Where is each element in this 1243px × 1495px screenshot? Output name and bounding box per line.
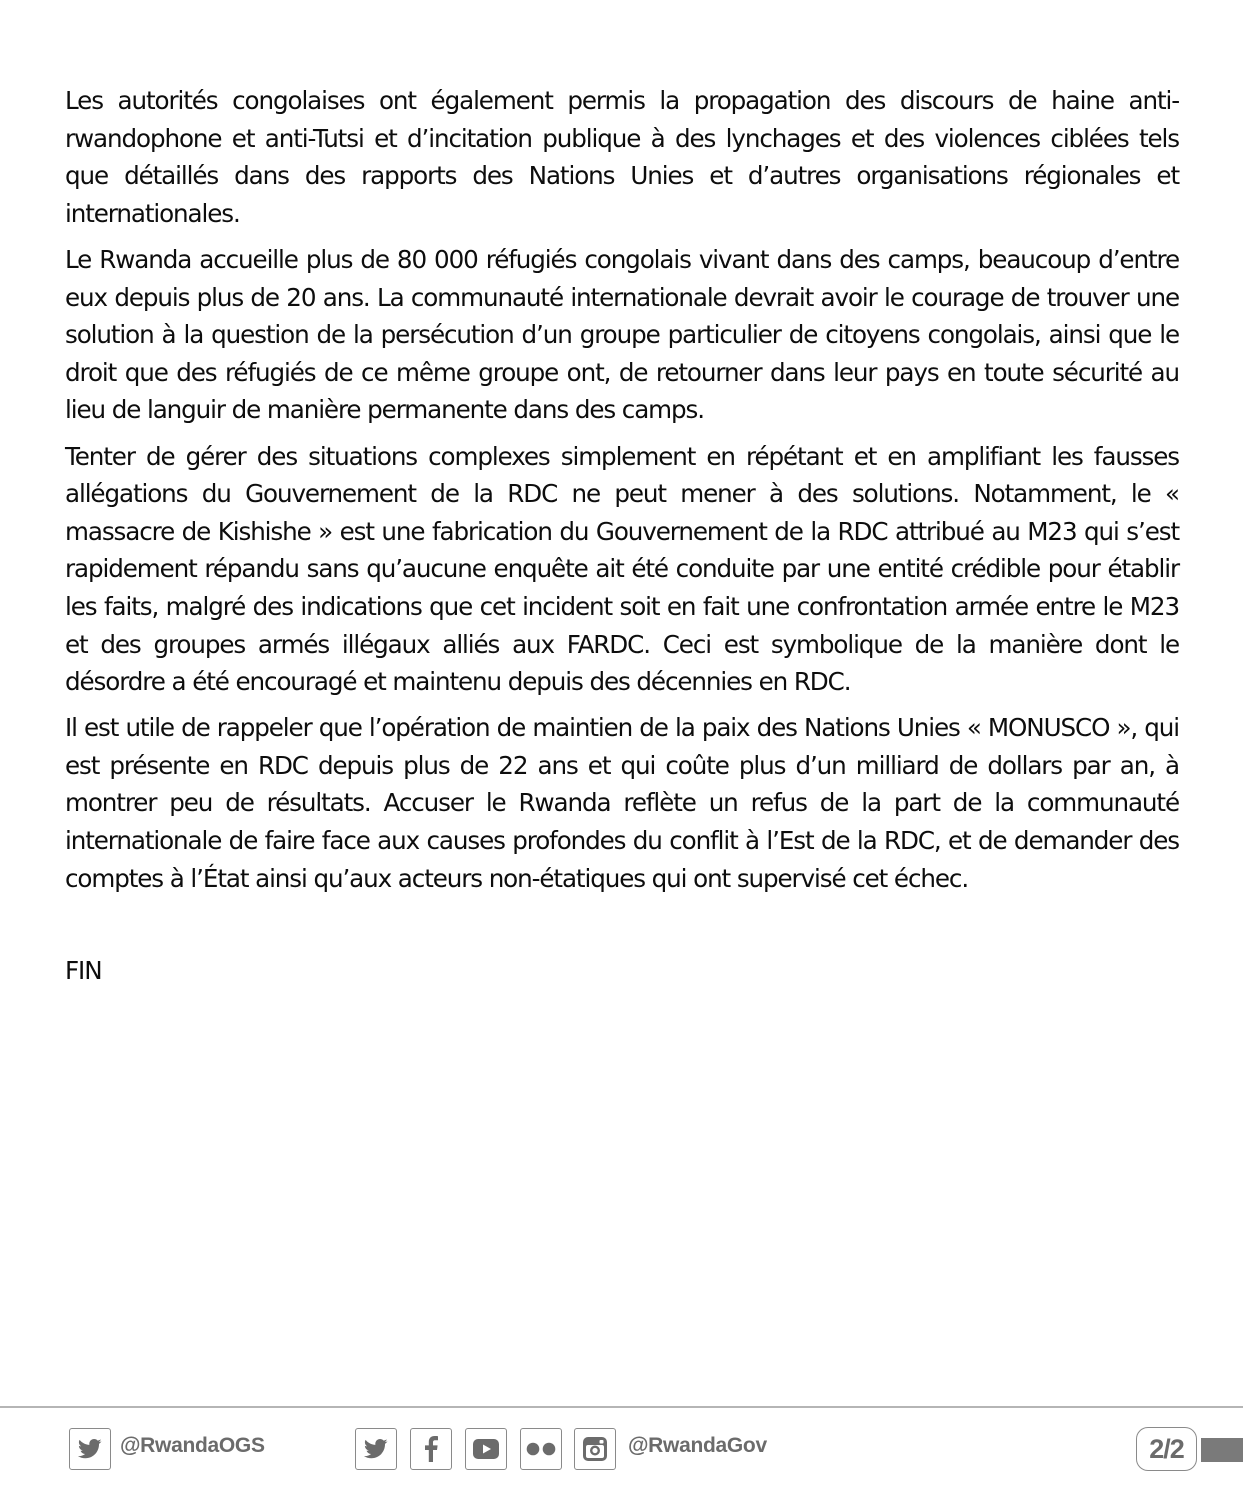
gov-flickr-link[interactable] [520,1428,562,1470]
paragraph-2: Le Rwanda accueille plus de 80 000 réfugiés congolais vivant dans des camps, beaucoup d’entre eux depuis plus de 20 ans. La communauté internationale devrait avoir le courage de trouver une solution à la question de la persécution d’un groupe particulier de citoyens congolais, ainsi que le droit que des réfugiés de ce même groupe ont, de retourner dans leur pays en toute sécurité au lieu de languir de manière permanente dans des camps. [65,244,1179,425]
page-indicator: 2/2 [1136,1427,1197,1471]
flickr-icon [526,1442,556,1456]
paragraph-4: Il est utile de rappeler que l’opération de maintien de la paix des Nations Unies « MONUSCO », qui est présente en RDC depuis plus de 22 ans et qui coûte plus d’un milliard de dollars par an, à montrer peu de résultats. Accuser le Rwanda reflète un refus de la part de la communauté internationale de faire face aux causes profondes du conflit à l’Est de la RDC, et de demander des comptes à l’État ainsi qu’aux acteurs non-étatiques qui ont supervisé cet échec. [65,713,1179,893]
ogs-twitter-link[interactable] [69,1428,111,1470]
instagram-icon [583,1437,607,1461]
gov-youtube-link[interactable] [465,1428,507,1470]
facebook-icon [424,1436,438,1462]
youtube-icon [473,1439,499,1459]
gov-twitter-link[interactable] [355,1428,397,1470]
paragraph-1: Les autorités congolaises ont également permis la propagation des discours de haine anti-rwandophone et anti-Tutsi et d’incitation publique à des lynchages et des violences ciblées tels que détaillés dans des rapports des Nations Unies et d’autres organisations régionales et internationales. [65,86,1179,228]
twitter-icon [78,1439,102,1459]
footer-divider [0,1406,1243,1408]
page-edge-bar [1201,1438,1243,1462]
gov-instagram-link[interactable] [574,1428,616,1470]
gov-handle[interactable]: @RwandaGov [628,1434,767,1457]
twitter-icon [364,1439,388,1459]
closing-fin: FIN [65,956,102,986]
ogs-handle[interactable]: @RwandaOGS [120,1434,265,1457]
gov-facebook-link[interactable] [410,1428,452,1470]
document-body [65,82,1179,990]
paragraph-3: Tenter de gérer des situations complexes simplement en répétant et en amplifiant les fausses allégations du Gouvernement de la RDC ne peut mener à des solutions. Notamment, le « massacre de Kishishe » est une fabrication du Gouvernement de la RDC attribué au M23 qui s’est rapidement répandu sans qu’aucune enquête ait été conduite par une entité crédible pour établir les faits, malgré des indications que cet incident soit en fait une confrontation armée entre le M23 et des groupes armés illégaux alliés aux FARDC. Ceci est symbolique de la manière dont le désordre a été encouragé et maintenu depuis des décennies en RDC. [65,441,1179,697]
